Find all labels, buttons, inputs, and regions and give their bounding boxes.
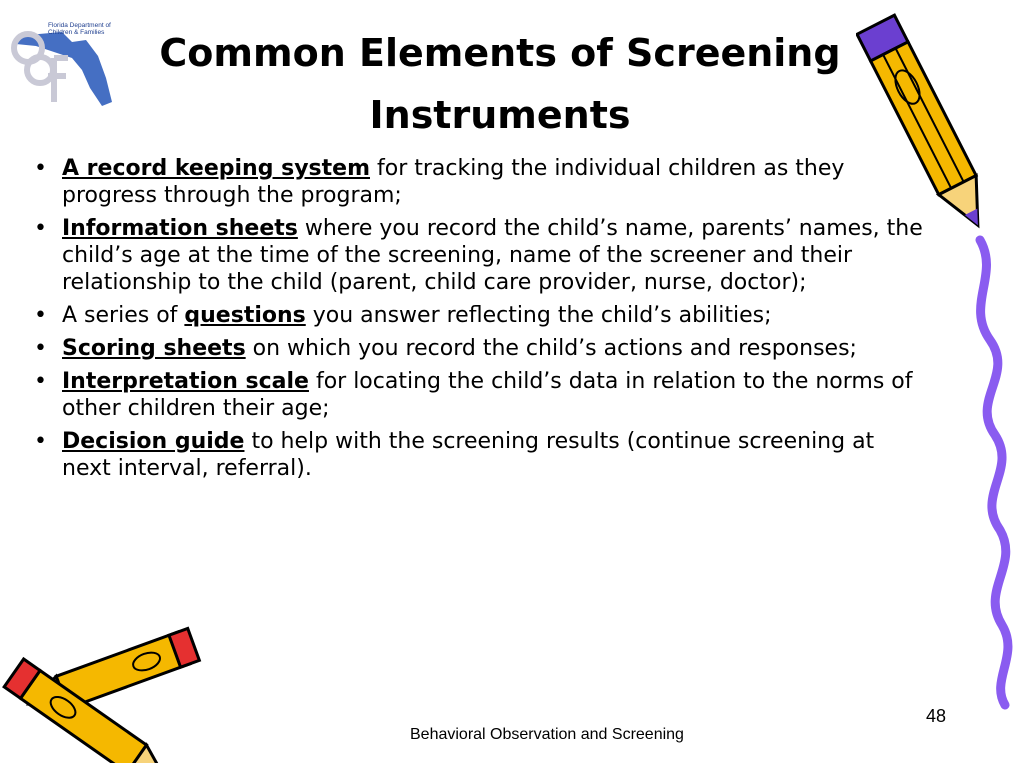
bullet-text: where you record the child’s name, parents’ names, the child’s age at the time of the screening, name of the screener and their relationship to the child (parent, child care provider, nurse, doctor); xyxy=(62,216,923,295)
logo-caption: Florida Department of Children & Families xyxy=(48,22,111,36)
bullet-term: questions xyxy=(184,303,306,328)
bullet-term: Decision guide xyxy=(62,429,245,454)
bullet-item xyxy=(28,302,928,329)
squiggle-line-icon xyxy=(960,235,1024,710)
bullet-text: on which you record the child’s actions and responses; xyxy=(245,336,857,361)
bullet-text: to help with the screening results (continue screening at next interval, referral). xyxy=(62,429,875,481)
dcf-logo xyxy=(6,18,118,110)
bullet-item xyxy=(28,335,928,362)
bullet-text: you answer reflecting the child’s abilities; xyxy=(305,303,772,328)
bullet-prefix: A series of xyxy=(62,303,185,328)
bullet-term: Information sheets xyxy=(62,216,298,241)
slide-footer: Behavioral Observation and Screening xyxy=(410,726,684,743)
bullet-term: Scoring sheets xyxy=(62,336,246,361)
bullet-item xyxy=(28,368,928,422)
bullet-term: A record keeping system xyxy=(62,156,370,181)
bullet-list xyxy=(28,155,928,488)
slide-title: Common Elements of Screening Instruments xyxy=(159,31,841,137)
bullet-item xyxy=(28,215,928,296)
crossed-pencils-icon xyxy=(0,618,210,763)
bullet-item xyxy=(28,428,928,482)
bullet-item xyxy=(28,155,928,209)
page-number: 48 xyxy=(926,706,947,726)
bullet-text: for tracking the individual children as they progress through the program; xyxy=(62,156,845,208)
bullet-text: for locating the child’s data in relation to the norms of other children their age; xyxy=(62,369,913,421)
bullet-term: Interpretation scale xyxy=(62,369,309,394)
